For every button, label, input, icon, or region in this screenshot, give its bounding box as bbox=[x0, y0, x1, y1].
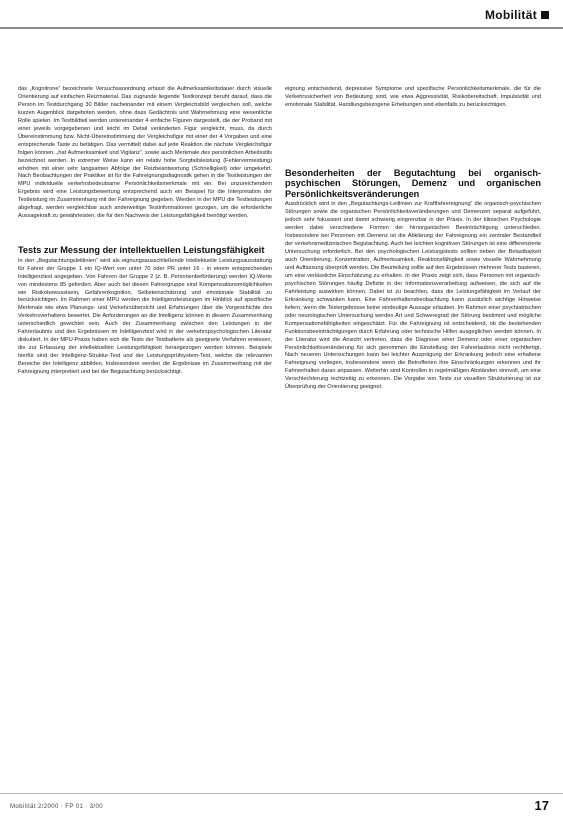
footer-source: Mobilität 2/2000 · FP 01 · 3/00 bbox=[10, 804, 104, 810]
left-intro-paragraph: das „Kognitrone“ bezeichnete Versuchsanordnung erfasst die Aufmerksamkeitsdauer durch visuelle Orientierung auf einfachen Reizmaterial. Das zugrunde liegende Testkonzept beruht darauf, dass die Person im Testdurchgang 30 Bilder nacheinander mit einem Vergleichsbild vergleichen soll, welche kurzen Augenblick dargeboten werden, ohne dass Gedächtnis und Wahrnehmung eine wesentliche Rolle spielen. Im Testbildteil werden untereinander 4 einfache Figuren dargestellt, die der Proband mit einer jeweils vorgegebenen und leicht im Detail veränderten Figur vergleicht, muss, da durch Übereinstimmung bzw. Nicht-Übereinstimmung der Vergleichsfigur mit einer der 4 Vorgaben und eine entsprechende Taste zu betätigen. Das vermittelt dabei auf jede Reaktion die nächste Vergleichsfigur folgen können, „hat Aufmerksamkeit und Vigilanz“, sowie auch Merkmale des persönlichen Arbeitsstils bezeichnet werden. In extremer Weise kann ein relativ hohe Sorgfaltsleistung (Fehlervermeidung) erhöhen mit einer sehr langsamen Abfolge der Reizbeantwortung (Schnelligkeit) oder umgekehrt. Nach Beobachtungen der Praktiker ist für die Fahreignungsdiagnostik gehen in die Testleistungen der MPU individuelle verkehrsbedeutsame Persönlichkeitsmerkmale mit ein. Bei unzureichendem Ergebnis wird eine Leistungsbewertung entsprechend auch ein Beispiel für die Interpretation der Testleistung im Zusammenhang mit der Fahreignung gegeben. Werden in der MPU die Testleistungen abgefragt, werden vergleichbar auch anderweitige Testinformationen gezogen, um die erforderliche Aussagekraft zu gewährleisten, die für den Nachweis der Leistungsfähigkeit benötigt werden. bbox=[18, 86, 272, 220]
section-square-icon bbox=[541, 11, 549, 19]
footer-rule bbox=[0, 793, 563, 794]
page-header bbox=[485, 6, 549, 24]
right-column bbox=[285, 86, 541, 392]
page-number: 17 bbox=[534, 798, 549, 813]
left-body-paragraph: In den „Begutachtungsleitlinien“ wird als eignungsausschließende intellektuelle Leistungsausstattung für Fahrer der Gruppe 1 ein IQ-Wert von unter 70 oder PR unter 16 - in einem entsprechenden Intelligenztest angegeben. Von Fahrern der Gruppe 2 (z. B. Personenbeförderung) werden IQ-Werte von mindestens 85 gefordert. Aber auch bei diesen Fahrergruppe sind Kompensationsmöglichkeiten wie Risikobewusstsein, Gefahrenkognition, Selbsteinschätzung und emotionale Stabilität zu berücksichtigen. Im Rahmen einer MPU werden die Intelligenzleistungen im Hinblick auf spezifische Merkmale wie etwa Planungs- und Verkehrsübersicht und Erfahrungen über die Vorgeschichte des Verkehrsverhaltens bewertet. Die Anforderungen an die Intelligenz können in diesem Zusammenhang unterschiedlich gewichtet sein. Auch der Zusammenhang zwischen den Leistungen in der Fahrerlaubnis und den Ergebnissen im Intelligenztest wird in der verkehrspsychologischen Literatur diskutiert. In der MPU-Praxis haben sich die Tests der Testbatterie als geeignete Verfahren erwiesen, die zur Erfassung der intellektuellen Leistungsfähigkeit herangezogen werden können. Beispiele hierfür sind der Intelligenz-Struktur-Test und der Leistungsprüfsystem-Test, welche die relevanten Bereiche der Intelligenz abbilden. Insbesondere werden die Ergebnisse im Zusammenhang mit der Fahreignung interpretiert und bei der Begutachtung berücksichtigt. bbox=[18, 257, 272, 376]
right-section-heading: Besonderheiten der Begutachtung bei organisch-psychischen Störungen, Demenz und organischen Persönlichkeitsveränderungen bbox=[285, 167, 541, 199]
left-column bbox=[18, 86, 272, 377]
right-intro-paragraph: eignung entscheidend, depressive Symptome und spezifische Persönlichkeitsmerkmale, die für die Verkehrssicherheit von Bedeutung sind, wie etwa Aggressivität, Risikobereitschaft, Impulsivität und emotionale Stabilität. Handlungsbezogene Erhebungen sind ebenfalls zu berücksichtigen. bbox=[285, 86, 541, 108]
header-rule bbox=[0, 27, 563, 29]
right-body-paragraph: Ausdrücklich wird in den „Begutachtungs-Leitlinien zur Kraftfahrereignung“ die organisch-psychischen Störungen sowie die organischen Persönlichkeitsveränderungen und Demenzen separat aufgeführt, jedoch sehr fokussiert und damit schwierig eingrenzbar in der Praxis. In der klinischen Psychologie werden dabei verschiedene Formen der hirnorganischen Beeinträchtigung unterschieden. Insbesondere bei Personen mit Demenz ist die Abklärung der Fahreignung ein zentraler Bestandteil der verkehrsmedizinischen Begutachtung. Auch bei leichten kognitiven Störungen ist eine differenzierte Untersuchung erforderlich. Bei den psychologischen Leistungstests sollten neben der Belastbarkeit auch Orientierung, Konzentration, Aufmerksamkeit, Reaktionsfähigkeit sowie visuelle Wahrnehmung und Auffassung überprüft werden. Die Beurteilung sollte auf den Ergebnissen mehrerer Tests basieren, um eine verlässliche Einschätzung zu erhalten. In der Praxis zeigt sich, dass Personen mit organisch-psychischen Störungen häufig Defizite in der Informationsverarbeitung aufweisen, die sich auf die Fahrleistung auswirken können. Dabei ist zu beachten, dass die Leistungsfähigkeit im Verlauf der Erkrankung schwanken kann. Eine Fahrverhaltensbeobachtung kann zusätzlich wichtige Hinweise liefern, wenn die Testergebnisse keine eindeutige Aussage erlauben. Im Rahmen einer psychiatrischen oder neurologischen Untersuchung werden Art und Schweregrad der Störung bestimmt und mögliche Kompensationsfähigkeiten eingeschätzt. Für die Fahreignung ist entscheidend, ob die bestehenden Funktionsbeeinträchtigungen durch Erfahrung oder technische Hilfen ausgeglichen werden können. In der Literatur wird die Ansicht vertreten, dass die Diagnose einer Demenz oder einer organischen Persönlichkeitsveränderung für sich genommen die Einstellung der Fahrerlaubnis nicht rechtfertigt. Nach neueren Untersuchungen kann bei leichter Ausprägung der Erkrankung jedoch eine erhaltene Fahreignung vorliegen, insbesondere wenn die Betroffenen ihre Einschränkungen erkennen und ihr Fahrverhalten daran anpassen. Weiterhin sind Kontrollen in regelmäßigen Abständen sinnvoll, um eine Verschlechterung rechtzeitig zu erkennen. Die Vorgabe von Tests zur visuellen Strukturierung ist zur Überprüfung der Orientierung geeignet. bbox=[285, 201, 541, 391]
left-section-heading: Tests zur Messung der intellektuellen Leistungsfähigkeit bbox=[18, 245, 265, 256]
section-title: Mobilität bbox=[484, 8, 537, 22]
